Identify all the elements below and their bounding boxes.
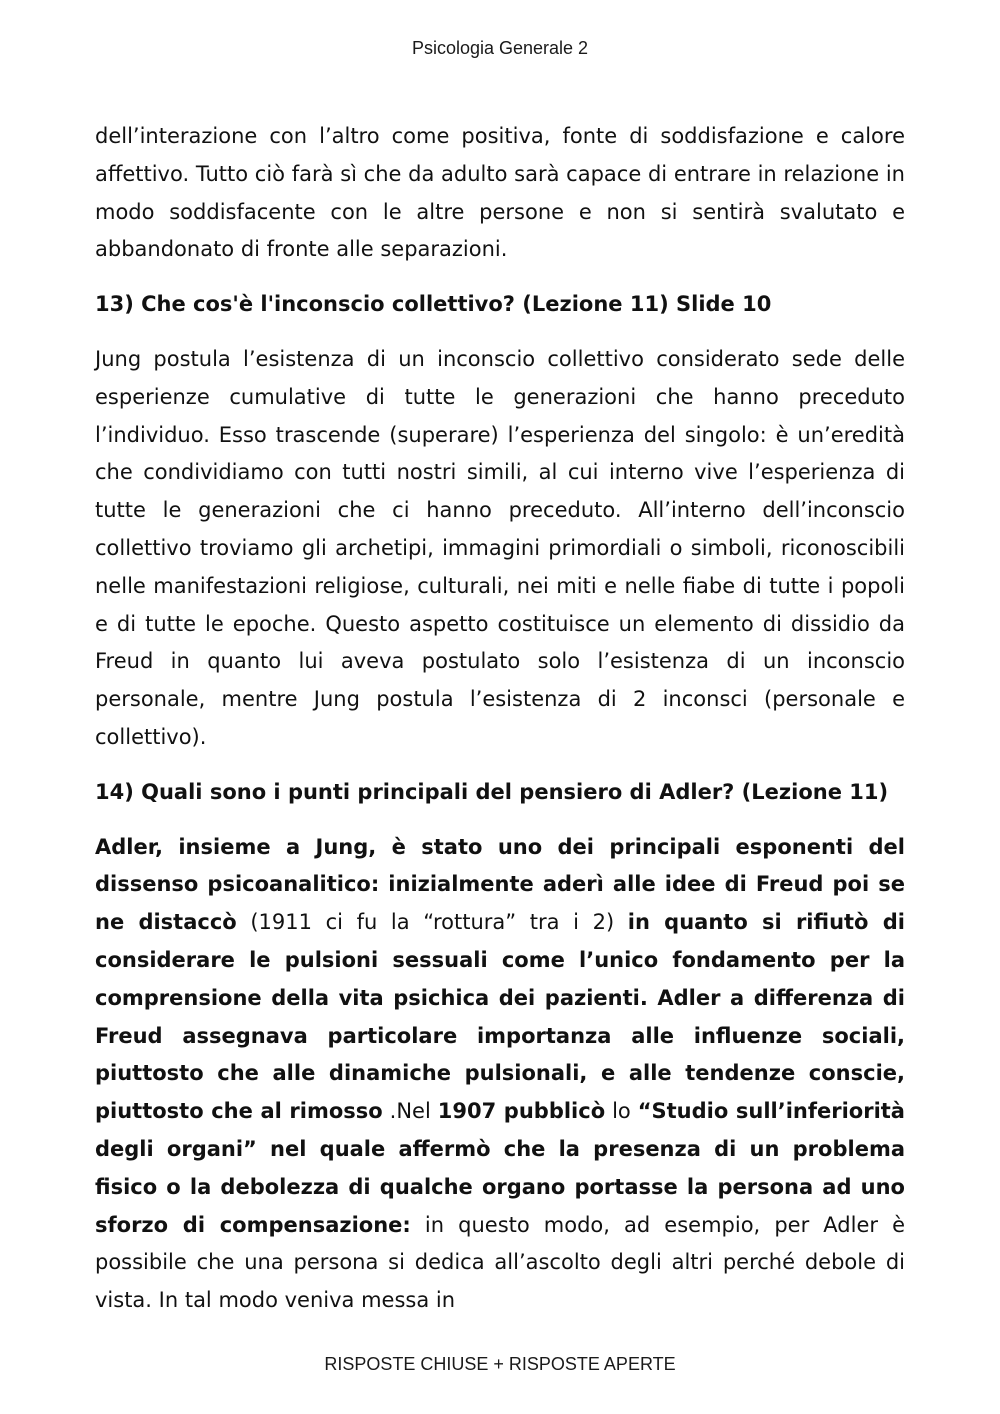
answer-segment: in quanto si rifiutò di considerare le pulsioni sessuali come l’unico fondamento per la comprensione della vita psichica dei pazienti. Adler a differenza di Freud assegnava particolare importanza alle influenze sociali, piuttosto che alle dinamiche pulsionali, e alle tendenze conscie, piuttosto che al rimosso bbox=[95, 910, 905, 1124]
answer-segment: Adler, insieme a Jung, è stato uno dei principali esponenti del dissenso psicoanalitico: inizialmente aderì alle idee di Freud poi se ne distaccò bbox=[95, 834, 905, 935]
answer-segment: .Nel bbox=[382, 1099, 438, 1124]
page-footer: RISPOSTE CHIUSE + RISPOSTE APERTE bbox=[324, 1354, 676, 1374]
answer-segment: in questo modo, ad esempio, per Adler è possibile che una persona si dedica all’ascolto degli altri perché debole di vista. In tal modo veniva messa in bbox=[95, 1212, 905, 1313]
question-14-heading: 14) Quali sono i punti principali del pensiero di Adler? (Lezione 11) bbox=[95, 779, 889, 804]
question-13-heading: 13) Che cos'è l'inconscio collettivo? (Lezione 11) Slide 10 bbox=[95, 292, 772, 317]
page-header: Psicologia Generale 2 bbox=[411, 38, 589, 58]
page-body bbox=[95, 118, 905, 1320]
answer-segment: (1911 ci fu la “rottura” tra i 2) bbox=[236, 910, 628, 935]
answer-segment: lo bbox=[605, 1099, 638, 1124]
question-13-answer: Jung postula l’esistenza di un inconscio collettivo considerato sede delle esperienze cumulative di tutte le generazioni che hanno preceduto l’individuo. Esso trascende (superare) l’esperienza del singolo: è un’eredità che condividiamo con tutti nostri simili, al cui interno vive l’esperienza di tutte le generazioni che ci hanno preceduto. All’interno dell’inconscio collettivo troviamo gli archetipi, immagini primordiali o simboli, riconoscibili nelle manifestazioni religiose, culturali, nei miti e nelle fiabe di tutte i popoli e di tutte le epoche. Questo aspetto costituisce un elemento di dissidio da Freud in quanto lui aveva postulato solo l’esistenza di un inconscio personale, mentre Jung postula l’esistenza di 2 inconsci (personale e collettivo). bbox=[95, 346, 905, 749]
answer-segment: “Studio sull’inferiorità degli organi” nel quale affermò che la presenza di un problema fisico o la debolezza di qualche organo portasse la persona ad uno sforzo di compensazione: bbox=[95, 1099, 905, 1237]
intro-paragraph: dell’interazione con l’altro come positiva, fonte di soddisfazione e calore affettivo. Tutto ciò farà sì che da adulto sarà capace di entrare in relazione in modo soddisfacente con le altre persone e non si sentirà svalutato e abbandonato di fronte alle separazioni. bbox=[95, 124, 905, 262]
question-14-answer bbox=[95, 829, 905, 1320]
answer-segment: 1907 pubblicò bbox=[437, 1099, 606, 1124]
